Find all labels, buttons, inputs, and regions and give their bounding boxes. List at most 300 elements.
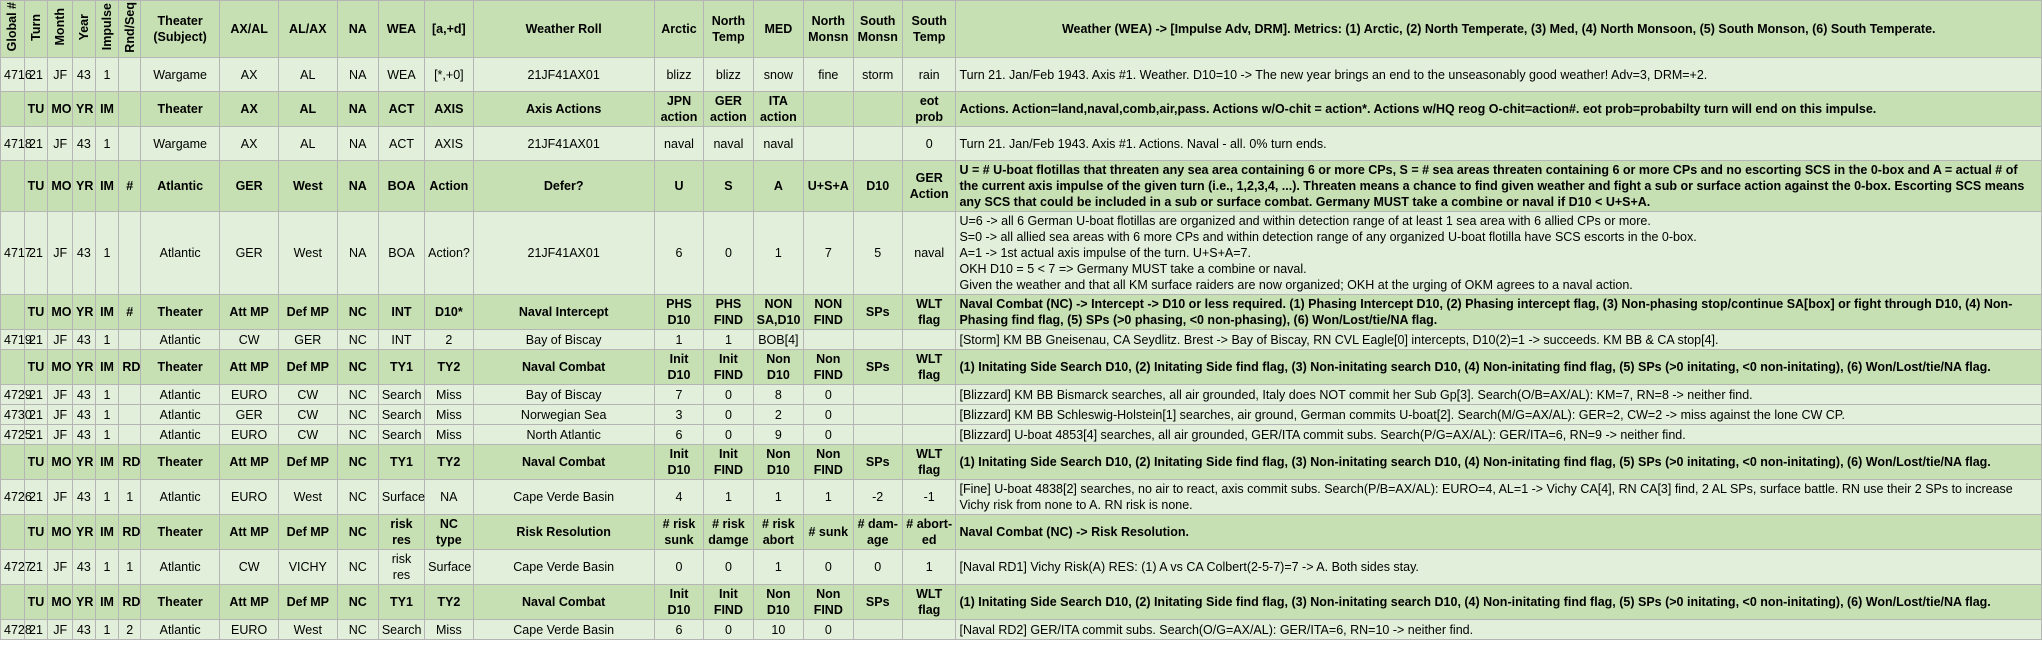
cell-rnd-seq: RD	[119, 585, 141, 620]
cell-year: 43	[73, 620, 96, 640]
header-rnd-seq	[119, 1, 141, 58]
cell-global-num: 4729	[1, 385, 25, 405]
cell-metric-6: 0	[902, 127, 956, 161]
cell-metric-1: 6	[654, 425, 703, 445]
header-event-code: WEA	[378, 1, 424, 58]
cell-metric-2: # risk damge	[704, 515, 753, 550]
cell-type-na: NC	[337, 585, 378, 620]
cell-description: Naval Combat	[473, 585, 654, 620]
cell-global-num: 4717	[1, 212, 25, 295]
cell-impulse: IM	[95, 161, 119, 212]
cell-notes: Turn 21. Jan/Feb 1943. Axis #1. Actions. Naval - all. 0% turn ends.	[956, 127, 2042, 161]
cell-turn: TU	[24, 161, 48, 212]
cell-metric-5: # dam-age	[853, 515, 902, 550]
cell-notes	[956, 212, 2042, 295]
header-theater: Theater (Subject)	[140, 1, 219, 58]
cell-side-a: EURO	[220, 620, 279, 640]
cell-year: 43	[73, 58, 96, 92]
cell-side-b: West	[278, 161, 337, 212]
notes-line: U=6 -> all 6 German U-boat flotillas are organized and within detection range of at least 1 sea area with 6 allied CPs or more.	[959, 214, 1651, 228]
cell-metric-4	[804, 92, 853, 127]
cell-month: JF	[48, 385, 73, 405]
cell-year: 43	[73, 330, 96, 350]
cell-month: MO	[48, 585, 73, 620]
cell-rnd-seq	[119, 212, 141, 295]
notes-line: OKH D10 = 5 < 7 => Germany MUST take a combine or naval.	[959, 262, 1307, 276]
cell-notes: [Naval RD1] Vichy Risk(A) RES: (1) A vs CA Colbert(2-5-7)=7 -> A. Both sides stay.	[956, 550, 2042, 585]
cell-metric-5: 5	[853, 212, 902, 295]
cell-side-b: West	[278, 212, 337, 295]
cell-notes: (1) Initating Side Search D10, (2) Initating Side find flag, (3) Non-initating search D10, (4) Non-initating find flag, (5) SPs (>0 initating, <0 non-initating), (6) Won/Lost/tie/NA flag.	[956, 585, 2042, 620]
cell-description: North Atlantic	[473, 425, 654, 445]
cell-metric-5	[853, 425, 902, 445]
cell-metric-1: Init D10	[654, 350, 703, 385]
cell-year: YR	[73, 92, 96, 127]
cell-theater: Atlantic	[140, 405, 219, 425]
cell-metric-2: PHS FIND	[704, 295, 753, 330]
table-row	[1, 480, 2042, 515]
cell-modifier: 2	[425, 330, 473, 350]
cell-notes: Naval Combat (NC) -> Intercept -> D10 or less required. (1) Phasing Intercept D10, (2) Phasing intercept flag, (3) Non-phasing stop/continue SA[box] or fight through D10, (4) Non-Phasing find flag, (5) SPs (>0 phasing, <0 non-phasing), (6) Won/Lost/tie/NA flag.	[956, 295, 2042, 330]
cell-impulse: IM	[95, 92, 119, 127]
cell-metric-4: Non FIND	[804, 445, 853, 480]
cell-impulse: 1	[95, 127, 119, 161]
cell-metric-5	[853, 330, 902, 350]
cell-metric-1: Init D10	[654, 585, 703, 620]
cell-month: MO	[48, 161, 73, 212]
cell-rnd-seq: 1	[119, 480, 141, 515]
cell-notes: Naval Combat (NC) -> Risk Resolution.	[956, 515, 2042, 550]
cell-event-code: BOA	[378, 212, 424, 295]
cell-impulse: 1	[95, 620, 119, 640]
cell-type-na: NC	[337, 550, 378, 585]
cell-rnd-seq	[119, 405, 141, 425]
cell-theater: Wargame	[140, 127, 219, 161]
cell-metric-4: 0	[804, 620, 853, 640]
header-side-b: AL/AX	[278, 1, 337, 58]
header-month	[48, 1, 73, 58]
cell-rnd-seq: 1	[119, 550, 141, 585]
cell-event-code: risk res	[378, 515, 424, 550]
cell-modifier: TY2	[425, 585, 473, 620]
cell-metric-1: 6	[654, 212, 703, 295]
header-label: Year	[76, 13, 91, 41]
cell-global-num	[1, 585, 25, 620]
section-header-row	[1, 515, 2042, 550]
cell-metric-6: WLT flag	[902, 445, 956, 480]
cell-rnd-seq	[119, 127, 141, 161]
cell-impulse: IM	[95, 350, 119, 385]
cell-type-na: NA	[337, 161, 378, 212]
cell-impulse: IM	[95, 585, 119, 620]
cell-side-a: GER	[220, 405, 279, 425]
cell-metric-4: fine	[804, 58, 853, 92]
cell-description: Bay of Biscay	[473, 385, 654, 405]
cell-impulse: 1	[95, 425, 119, 445]
cell-modifier: [*,+0]	[425, 58, 473, 92]
cell-month: MO	[48, 295, 73, 330]
cell-year: YR	[73, 585, 96, 620]
cell-event-code: ACT	[378, 127, 424, 161]
header-label: Rnd/Seq	[122, 1, 137, 53]
table-header-row	[1, 1, 2042, 58]
cell-event-code: ACT	[378, 92, 424, 127]
header-turn	[24, 1, 48, 58]
notes-line: Given the weather and that all KM surface raiders are now organized; OKH at the urging of OKM agrees to a naval action.	[959, 278, 1633, 292]
cell-side-b: Def MP	[278, 515, 337, 550]
cell-metric-2: 0	[704, 620, 753, 640]
table-row	[1, 212, 2042, 295]
cell-event-code: TY1	[378, 350, 424, 385]
cell-metric-6: naval	[902, 212, 956, 295]
cell-metric-5	[853, 620, 902, 640]
cell-description: Cape Verde Basin	[473, 480, 654, 515]
cell-metric-2: naval	[704, 127, 753, 161]
cell-event-code: BOA	[378, 161, 424, 212]
cell-modifier: AXIS	[425, 92, 473, 127]
cell-metric-6	[902, 425, 956, 445]
cell-description: Bay of Biscay	[473, 330, 654, 350]
header-metric-5: South Monsn	[853, 1, 902, 58]
section-header-row	[1, 295, 2042, 330]
cell-month: JF	[48, 212, 73, 295]
cell-side-b: CW	[278, 425, 337, 445]
cell-impulse: 1	[95, 330, 119, 350]
cell-metric-2: 0	[704, 212, 753, 295]
cell-modifier: AXIS	[425, 127, 473, 161]
header-metric-3: MED	[753, 1, 803, 58]
cell-side-a: EURO	[220, 480, 279, 515]
cell-month: JF	[48, 330, 73, 350]
cell-metric-3: NON SA,D10	[753, 295, 803, 330]
cell-rnd-seq	[119, 58, 141, 92]
cell-metric-3: 9	[753, 425, 803, 445]
cell-global-num: 4725	[1, 425, 25, 445]
cell-theater: Atlantic	[140, 385, 219, 405]
cell-metric-4: 0	[804, 425, 853, 445]
cell-metric-2: 0	[704, 425, 753, 445]
cell-turn: 21	[24, 127, 48, 161]
cell-year: 43	[73, 385, 96, 405]
cell-notes: [Blizzard] U-boat 4853[4] searches, all air grounded, GER/ITA commit subs. Search(P/G=AX/AL): GER/ITA=6, RN=9 -> neither find.	[956, 425, 2042, 445]
cell-metric-4: 1	[804, 480, 853, 515]
header-side-a: AX/AL	[220, 1, 279, 58]
cell-notes: [Naval RD2] GER/ITA commit subs. Search(O/G=AX/AL): GER/ITA=6, RN=10 -> neither find.	[956, 620, 2042, 640]
cell-global-num	[1, 445, 25, 480]
cell-impulse: 1	[95, 58, 119, 92]
cell-metric-2: S	[704, 161, 753, 212]
cell-metric-3: 10	[753, 620, 803, 640]
cell-event-code: risk res	[378, 550, 424, 585]
cell-metric-1: 3	[654, 405, 703, 425]
cell-metric-6: # abort-ed	[902, 515, 956, 550]
cell-side-b: CW	[278, 385, 337, 405]
cell-side-a: AX	[220, 92, 279, 127]
cell-metric-4: 0	[804, 385, 853, 405]
cell-global-num: 4716	[1, 58, 25, 92]
cell-metric-2: Init FIND	[704, 585, 753, 620]
cell-side-b: Def MP	[278, 350, 337, 385]
cell-event-code: TY1	[378, 445, 424, 480]
cell-month: JF	[48, 550, 73, 585]
cell-modifier: TY2	[425, 350, 473, 385]
cell-metric-5: 0	[853, 550, 902, 585]
cell-side-b: AL	[278, 127, 337, 161]
cell-side-a: Att MP	[220, 515, 279, 550]
cell-metric-2: 0	[704, 405, 753, 425]
cell-metric-6: eot prob	[902, 92, 956, 127]
section-header-row	[1, 350, 2042, 385]
cell-turn: TU	[24, 350, 48, 385]
cell-side-b: Def MP	[278, 445, 337, 480]
table-row	[1, 405, 2042, 425]
cell-type-na: NA	[337, 212, 378, 295]
cell-turn: 21	[24, 385, 48, 405]
cell-modifier: NA	[425, 480, 473, 515]
cell-side-b: GER	[278, 330, 337, 350]
cell-metric-3: snow	[753, 58, 803, 92]
cell-side-a: AX	[220, 58, 279, 92]
cell-metric-4: Non FIND	[804, 585, 853, 620]
cell-year: YR	[73, 161, 96, 212]
cell-metric-6	[902, 385, 956, 405]
section-header-row	[1, 161, 2042, 212]
cell-metric-5	[853, 405, 902, 425]
cell-metric-5: SPs	[853, 585, 902, 620]
cell-metric-6	[902, 405, 956, 425]
cell-global-num: 4719	[1, 330, 25, 350]
cell-theater: Theater	[140, 350, 219, 385]
cell-type-na: NC	[337, 330, 378, 350]
cell-turn: 21	[24, 330, 48, 350]
cell-metric-4: U+S+A	[804, 161, 853, 212]
cell-description: Naval Combat	[473, 445, 654, 480]
cell-month: JF	[48, 58, 73, 92]
cell-metric-2: 0	[704, 385, 753, 405]
table-row	[1, 425, 2042, 445]
header-label: Turn	[29, 13, 43, 41]
cell-notes: [Blizzard] KM BB Bismarck searches, all air grounded, Italy does NOT commit her Sub Gp[3]. Search(O/B=AX/AL): KM=7, RN=8 -> neither find.	[956, 385, 2042, 405]
cell-side-a: EURO	[220, 385, 279, 405]
cell-metric-1: blizz	[654, 58, 703, 92]
cell-description: Norwegian Sea	[473, 405, 654, 425]
cell-month: JF	[48, 480, 73, 515]
cell-metric-3: 1	[753, 550, 803, 585]
cell-global-num: 4726	[1, 480, 25, 515]
header-label: Global #	[5, 2, 20, 52]
cell-theater: Theater	[140, 295, 219, 330]
cell-month: MO	[48, 350, 73, 385]
cell-impulse: IM	[95, 295, 119, 330]
cell-description: 21JF41AX01	[473, 212, 654, 295]
cell-notes: U = # U-boat flotillas that threaten any sea area containing 6 or more CPs, S = # sea areas threaten containing 6 or more CPs and no escorting SCS in the 0-box and A = actual # of the current axis impulse of the given turn (i.e., 1,2,3,4, ...). Threaten means a chance to find given weather and fight a sub or surface action against the 0-box. Escorting SCS means any SCS that could be included in a sub or surface combat. Germany MUST take a combine or naval if D10 < U+S+A.	[956, 161, 2042, 212]
cell-turn: 21	[24, 550, 48, 585]
cell-metric-3: ITA action	[753, 92, 803, 127]
cell-metric-1: 7	[654, 385, 703, 405]
cell-rnd-seq: RD	[119, 445, 141, 480]
cell-metric-6	[902, 330, 956, 350]
cell-metric-3: Non D10	[753, 350, 803, 385]
table-row	[1, 550, 2042, 585]
cell-modifier: Miss	[425, 385, 473, 405]
cell-year: 43	[73, 480, 96, 515]
cell-side-b: AL	[278, 92, 337, 127]
cell-description: 21JF41AX01	[473, 127, 654, 161]
cell-theater: Theater	[140, 585, 219, 620]
cell-month: JF	[48, 620, 73, 640]
cell-event-code: INT	[378, 295, 424, 330]
header-metric-2: North Temp	[704, 1, 753, 58]
cell-type-na: NC	[337, 295, 378, 330]
cell-metric-4: Non FIND	[804, 350, 853, 385]
cell-global-num	[1, 350, 25, 385]
cell-year: 43	[73, 425, 96, 445]
cell-notes: Turn 21. Jan/Feb 1943. Axis #1. Weather. D10=10 -> The new year brings an end to the unseasonably good weather! Adv=3, DRM=+2.	[956, 58, 2042, 92]
header-modifier: [a,+d]	[425, 1, 473, 58]
cell-metric-1: naval	[654, 127, 703, 161]
cell-metric-4: NON FIND	[804, 295, 853, 330]
cell-metric-6	[902, 620, 956, 640]
cell-year: 43	[73, 405, 96, 425]
section-header-row	[1, 585, 2042, 620]
cell-global-num: 4727	[1, 550, 25, 585]
cell-type-na: NC	[337, 445, 378, 480]
cell-metric-6: WLT flag	[902, 350, 956, 385]
header-metric-4: North Monsn	[804, 1, 853, 58]
cell-global-num	[1, 92, 25, 127]
table-row	[1, 620, 2042, 640]
table-row	[1, 385, 2042, 405]
cell-turn: 21	[24, 212, 48, 295]
cell-metric-5: SPs	[853, 445, 902, 480]
cell-side-b: West	[278, 620, 337, 640]
cell-impulse: 1	[95, 550, 119, 585]
table-row	[1, 58, 2042, 92]
cell-modifier: Miss	[425, 405, 473, 425]
cell-type-na: NC	[337, 405, 378, 425]
header-label: Month	[53, 8, 68, 46]
cell-type-na: NC	[337, 385, 378, 405]
cell-metric-4: 0	[804, 550, 853, 585]
cell-description: Risk Resolution	[473, 515, 654, 550]
cell-month: MO	[48, 515, 73, 550]
cell-metric-4: 0	[804, 405, 853, 425]
cell-metric-1: 4	[654, 480, 703, 515]
cell-theater: Atlantic	[140, 550, 219, 585]
cell-description: 21JF41AX01	[473, 58, 654, 92]
cell-modifier: Action?	[425, 212, 473, 295]
cell-metric-3: 8	[753, 385, 803, 405]
cell-side-b: CW	[278, 405, 337, 425]
cell-metric-1: PHS D10	[654, 295, 703, 330]
cell-metric-1: 0	[654, 550, 703, 585]
cell-impulse: 1	[95, 405, 119, 425]
cell-year: YR	[73, 515, 96, 550]
header-label: Impulse	[100, 3, 115, 51]
cell-side-a: GER	[220, 161, 279, 212]
cell-metric-1: U	[654, 161, 703, 212]
cell-side-a: Att MP	[220, 350, 279, 385]
cell-metric-1: 1	[654, 330, 703, 350]
cell-global-num	[1, 295, 25, 330]
cell-metric-6: WLT flag	[902, 295, 956, 330]
cell-impulse: IM	[95, 515, 119, 550]
cell-type-na: NC	[337, 620, 378, 640]
cell-metric-6: GER Action	[902, 161, 956, 212]
cell-rnd-seq	[119, 330, 141, 350]
cell-theater: Atlantic	[140, 161, 219, 212]
section-header-row	[1, 92, 2042, 127]
cell-month: MO	[48, 445, 73, 480]
header-metric-6: South Temp	[902, 1, 956, 58]
cell-side-b: Def MP	[278, 295, 337, 330]
cell-rnd-seq	[119, 425, 141, 445]
notes-line: A=1 -> 1st actual axis impulse of the turn. U+S+A=7.	[959, 246, 1251, 260]
cell-type-na: NC	[337, 515, 378, 550]
cell-modifier: Action	[425, 161, 473, 212]
cell-metric-1: JPN action	[654, 92, 703, 127]
table-row	[1, 330, 2042, 350]
cell-rnd-seq	[119, 385, 141, 405]
cell-side-b: VICHY	[278, 550, 337, 585]
cell-metric-2: 0	[704, 550, 753, 585]
header-global-num	[1, 1, 25, 58]
cell-turn: 21	[24, 425, 48, 445]
cell-global-num	[1, 515, 25, 550]
cell-description: Axis Actions	[473, 92, 654, 127]
cell-year: 43	[73, 550, 96, 585]
cell-modifier: NC type	[425, 515, 473, 550]
header-metric-1: Arctic	[654, 1, 703, 58]
cell-description: Cape Verde Basin	[473, 550, 654, 585]
cell-metric-5: storm	[853, 58, 902, 92]
cell-year: YR	[73, 295, 96, 330]
cell-side-a: AX	[220, 127, 279, 161]
cell-month: JF	[48, 127, 73, 161]
cell-turn: TU	[24, 445, 48, 480]
cell-theater: Theater	[140, 515, 219, 550]
cell-metric-2: Init FIND	[704, 445, 753, 480]
cell-side-b: Def MP	[278, 585, 337, 620]
cell-turn: 21	[24, 480, 48, 515]
cell-theater: Theater	[140, 92, 219, 127]
cell-modifier: Miss	[425, 620, 473, 640]
cell-turn: 21	[24, 58, 48, 92]
cell-rnd-seq: RD	[119, 515, 141, 550]
cell-metric-3: 1	[753, 480, 803, 515]
cell-side-a: Att MP	[220, 445, 279, 480]
cell-metric-3: Non D10	[753, 445, 803, 480]
header-year	[73, 1, 96, 58]
cell-turn: TU	[24, 295, 48, 330]
cell-year: YR	[73, 445, 96, 480]
cell-side-b: West	[278, 480, 337, 515]
cell-metric-6: rain	[902, 58, 956, 92]
cell-notes: (1) Initating Side Search D10, (2) Initating Side find flag, (3) Non-initating search D10, (4) Non-initating find flag, (5) SPs (>0 initating, <0 non-initating), (6) Won/Lost/tie/NA flag.	[956, 445, 2042, 480]
cell-metric-5	[853, 92, 902, 127]
cell-metric-3: naval	[753, 127, 803, 161]
cell-metric-5: SPs	[853, 295, 902, 330]
notes-line: S=0 -> all allied sea areas with 6 more CPs and within detection range of any organized U-boat flotilla have SCS escorts in the 0-box.	[959, 230, 1697, 244]
cell-global-num: 4730	[1, 405, 25, 425]
cell-type-na: NC	[337, 425, 378, 445]
cell-notes: (1) Initating Side Search D10, (2) Initating Side find flag, (3) Non-initating search D10, (4) Non-initating find flag, (5) SPs (>0 initating, <0 non-initating), (6) Won/Lost/tie/NA flag.	[956, 350, 2042, 385]
cell-event-code: TY1	[378, 585, 424, 620]
cell-rnd-seq: 2	[119, 620, 141, 640]
cell-turn: 21	[24, 405, 48, 425]
cell-modifier: Surface	[425, 550, 473, 585]
cell-description: Defer?	[473, 161, 654, 212]
